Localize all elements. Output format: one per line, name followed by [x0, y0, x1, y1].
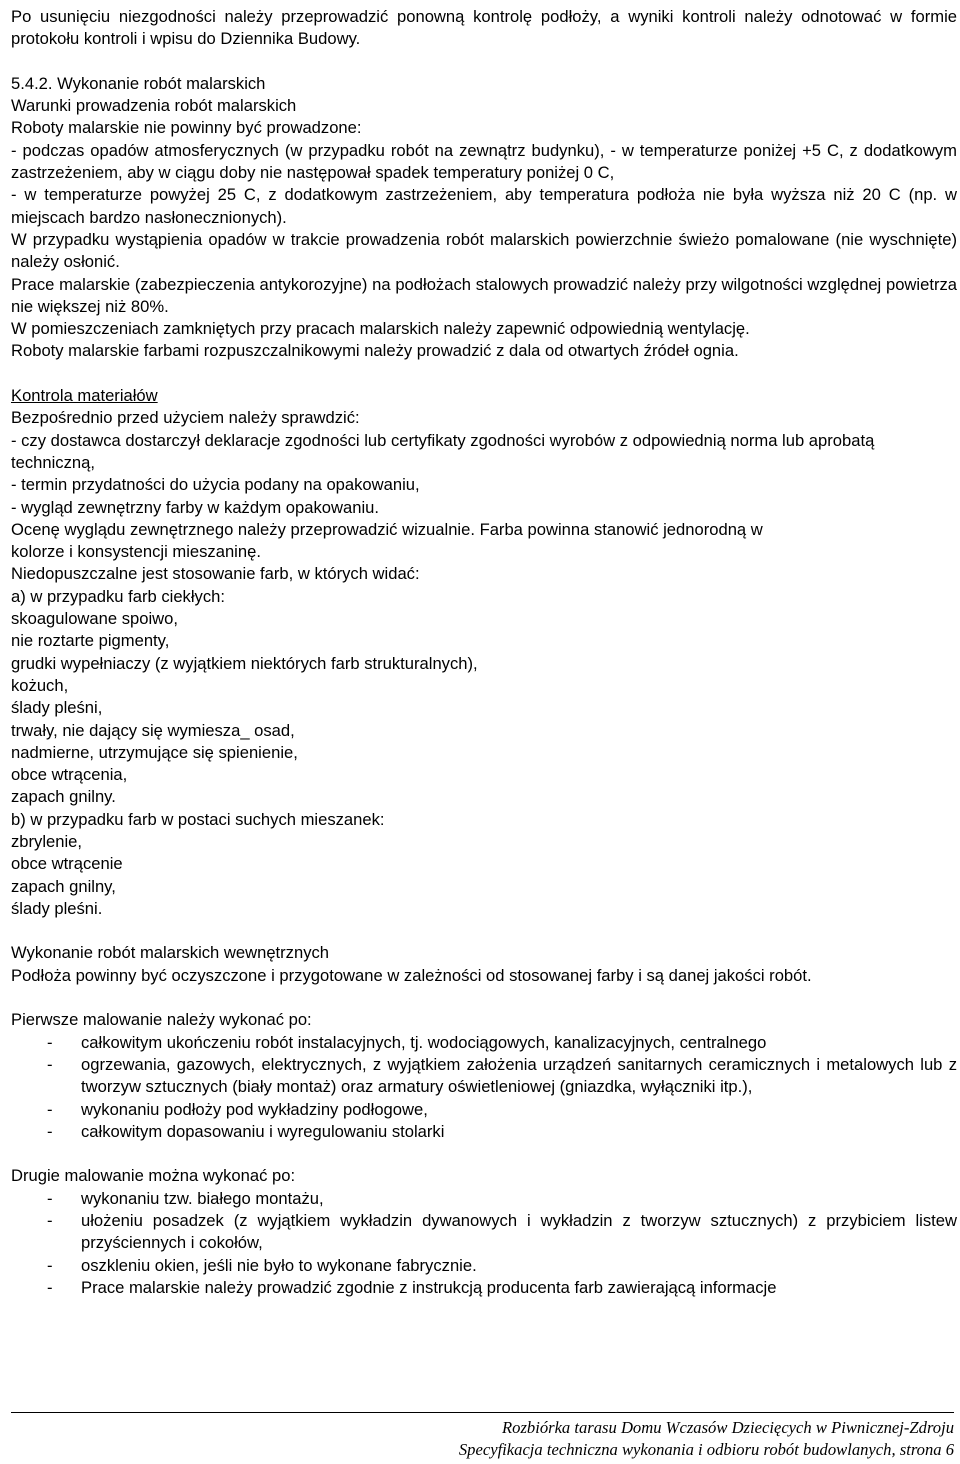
footer-project-title: Rozbiórka tarasu Domu Wczasów Dziecięcych w Piwnicznej-Zdroju	[502, 1418, 954, 1437]
list-dash: -	[47, 1277, 53, 1297]
list-item-text: całkowitym dopasowaniu i wyregulowaniu stolarki	[81, 1121, 445, 1141]
text-line: Prace malarskie (zabezpieczenia antykorozyjne) na podłożach stalowych prowadzić należy przy wilgotności względnej powietrza nie większej niż 80%.	[11, 274, 957, 316]
list-dash: -	[47, 1054, 53, 1074]
list-item	[11, 1032, 957, 1054]
text-line: grudki wypełniaczy (z wyjątkiem niektórych farb strukturalnych),	[11, 653, 478, 673]
list-item-text: wykonaniu podłoży pod wykładziny podłogowe,	[81, 1099, 428, 1119]
list-dash: -	[47, 1211, 53, 1231]
list-item-text: oszkleniu okien, jeśli nie było to wykonane fabrycznie.	[81, 1255, 477, 1275]
list-dash: -	[47, 1032, 53, 1052]
document-body	[11, 6, 957, 1299]
text-line: Podłoża powinny być oczyszczone i przygotowane w zależności od stosowanej farby i są danej jakości robót.	[11, 965, 812, 985]
text-line: - podczas opadów atmosferycznych (w przypadku robót na zewnątrz budynku), - w temperaturze poniżej +5 C, z dodatkowym zastrzeżeniem, aby w ciągu doby nie następował spadek temperatury poniżej 0 C,	[11, 140, 957, 183]
text-line: - termin przydatności do użycia podany na opakowaniu,	[11, 475, 420, 495]
list-dash: -	[47, 1099, 53, 1119]
list-item	[11, 1054, 957, 1099]
section-heading: 5.4.2. Wykonanie robót malarskich	[11, 73, 266, 93]
text-line: trwały, nie dający się wymiesza_ osad,	[11, 720, 295, 740]
spacer	[11, 920, 957, 942]
list-item-text: Prace malarskie należy prowadzić zgodnie z instrukcją producenta farb zawierającą informacje	[81, 1277, 777, 1297]
spacer	[11, 363, 957, 385]
text-line: b) w przypadku farb w postaci suchych mieszanek:	[11, 809, 385, 829]
materials-control-heading: Kontrola materiałów	[11, 386, 158, 406]
list-item	[11, 1277, 957, 1299]
text-line: obce wtrącenia,	[11, 765, 128, 785]
text-line: Ocenę wyglądu zewnętrznego należy przeprowadzić wizualnie. Farba powinna stanowić jednorodną w kolorze i konsystencji mieszaninę.	[11, 519, 763, 562]
text-line: skoagulowane spoiwo,	[11, 609, 178, 629]
text-line: - w temperaturze powyżej 25 C, z dodatkowym zastrzeżeniem, aby temperatura podłoża nie była wyższa niż 20 C (np. w miejscach bardzo nasłonecznionych).	[11, 185, 957, 227]
intro-paragraph: Po usunięciu niezgodności należy przeprowadzić ponowną kontrolę podłoży, a wyniki kontroli należy odnotować w formie protokołu kontroli i wpisu do Dziennika Budowy.	[11, 7, 957, 49]
list-item	[11, 1099, 957, 1121]
first-painting-list	[11, 1032, 957, 1143]
list-dash: -	[47, 1255, 53, 1275]
text-line: - czy dostawca dostarczył deklaracje zgodności lub certyfikaty zgodności wyrobów z odpowiednią norma lub aprobatą techniczną,	[11, 430, 875, 472]
text-line: Bezpośrednio przed użyciem należy sprawdzić:	[11, 408, 360, 428]
list-dash: -	[47, 1121, 53, 1141]
text-line: zbrylenie,	[11, 831, 83, 851]
spacer	[11, 51, 957, 73]
list-item-text: całkowitym ukończeniu robót instalacyjnych, tj. wodociągowych, kanalizacyjnych, centralnego	[81, 1032, 767, 1052]
text-line: Roboty malarskie nie powinny być prowadzone:	[11, 118, 362, 138]
section-subheading: Warunki prowadzenia robót malarskich	[11, 96, 297, 116]
list-item	[11, 1121, 957, 1143]
list-dash: -	[47, 1188, 53, 1208]
text-line: W przypadku wystąpienia opadów w trakcie prowadzenia robót malarskich powierzchnie świeżo pomalowane (nie wyschnięte) należy osłonić.	[11, 229, 957, 272]
text-line: - wygląd zewnętrzny farby w każdym opakowaniu.	[11, 497, 379, 517]
list-item-text: wykonaniu tzw. białego montażu,	[81, 1188, 324, 1208]
text-line: Niedopuszczalne jest stosowanie farb, w których widać:	[11, 564, 420, 584]
text-line: obce wtrącenie	[11, 854, 123, 874]
text-line: ślady pleśni.	[11, 898, 103, 918]
spacer	[11, 987, 957, 1009]
second-painting-heading: Drugie malowanie można wykonać po:	[11, 1166, 296, 1186]
spacer	[11, 1143, 957, 1165]
text-line: kożuch,	[11, 675, 69, 695]
text-line: Roboty malarskie farbami rozpuszczalnikowymi należy prowadzić z dala od otwartych źródeł ognia.	[11, 341, 739, 361]
text-line: nadmierne, utrzymujące się spienienie,	[11, 742, 298, 762]
list-item-text: ogrzewania, gazowych, elektrycznych, z wyjątkiem założenia urządzeń sanitarnych ceramicznych i metalowych lub z tworzyw sztucznych (biały montaż) oraz armatury oświetleniowej (gniazdka, wyłączniki itp.),	[81, 1054, 957, 1097]
interior-painting-heading: Wykonanie robót malarskich wewnętrznych	[11, 943, 330, 963]
footer-spec-page: Specyfikacja techniczna wykonania i odbioru robót budowlanych, strona 6	[458, 1440, 954, 1459]
text-line: ślady pleśni,	[11, 698, 103, 718]
second-painting-list	[11, 1188, 957, 1299]
text-line: a) w przypadku farb ciekłych:	[11, 586, 225, 606]
first-painting-heading: Pierwsze malowanie należy wykonać po:	[11, 1010, 312, 1030]
list-item	[11, 1255, 957, 1277]
text-line: W pomieszczeniach zamkniętych przy pracach malarskich należy zapewnić odpowiednią wentylację.	[11, 319, 750, 339]
list-item-text: ułożeniu posadzek (z wyjątkiem wykładzin dywanowych i wykładzin z tworzyw sztucznych) z przybiciem listew przyściennych i cokołów,	[81, 1211, 957, 1253]
text-line: zapach gnilny,	[11, 876, 116, 896]
list-item	[11, 1188, 957, 1210]
list-item	[11, 1210, 957, 1255]
text-line: nie roztarte pigmenty,	[11, 631, 170, 651]
page-footer	[11, 1412, 954, 1461]
text-line: zapach gnilny.	[11, 787, 116, 807]
